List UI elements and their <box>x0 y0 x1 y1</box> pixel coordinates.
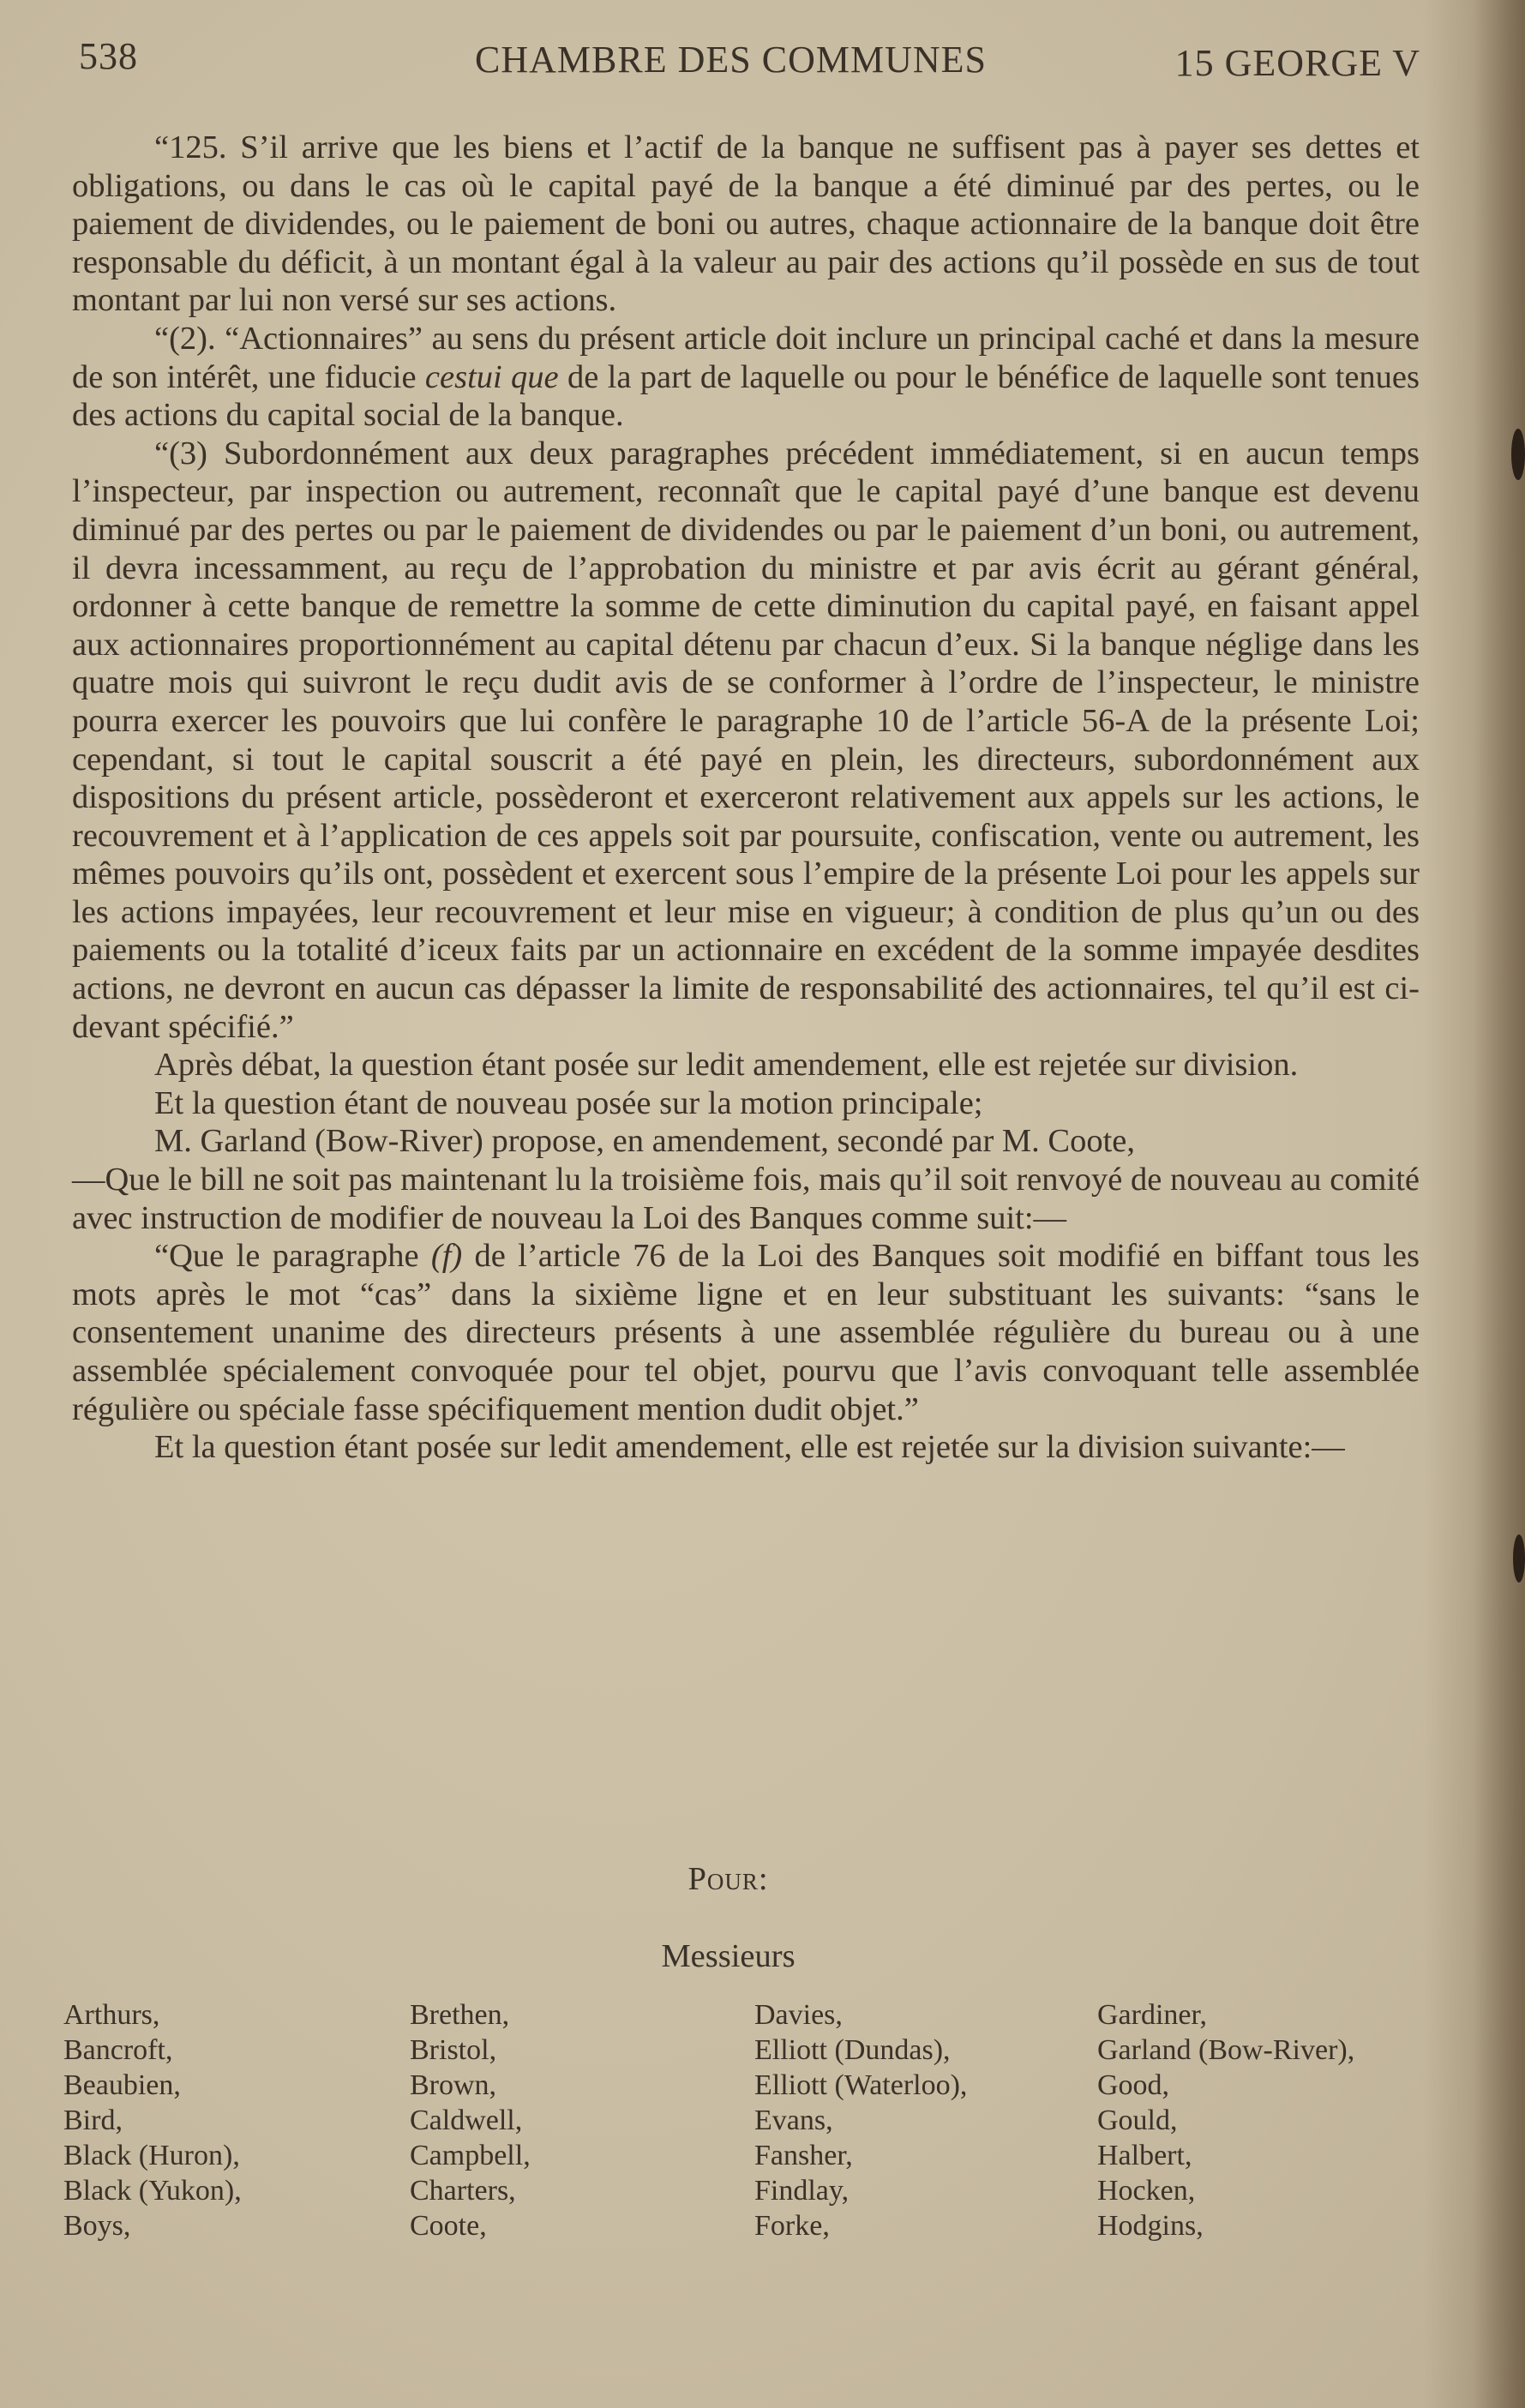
name-entry: Hocken, <box>1097 2175 1196 2207</box>
name-entry: Fansher, <box>754 2140 853 2171</box>
name-entry: Arthurs, <box>63 1999 160 2031</box>
names-column-1 <box>63 1997 242 2243</box>
name-entry: Black (Huron), <box>63 2140 240 2171</box>
para8-tail: de l’article 76 de la Loi des Banques soit modifié en biffant tous les mots après le mot “cas” dans la sixième ligne et en leur substituant les suivants: “sans le consentement unanime des directeurs présents à une assemblée régulière du bureau ou à une assemblée spécialement convoquée pour tel objet, pourvu que l’avis convoquant telle assemblée régulière ou spéciale fasse spécifiquement mention dudit objet.” <box>72 1238 1420 1427</box>
running-title: CHAMBRE DES COMMUNES <box>475 39 987 81</box>
binding-hole-mark <box>1513 1534 1525 1582</box>
paragraph-division: Et la question étant posée sur ledit amendement, elle est rejetée sur la division suivante:— <box>154 1429 1345 1466</box>
paragraph-section-125: “125. S’il arrive que les biens et l’actif de la banque ne suffisent pas à payer ses dettes et obligations, ou dans le cas où le capital payé de la banque a été diminué par des pertes, ou le paiement de dividendes, ou le paiement de boni ou autres, chaque actionnaire de la banque doit être responsable du déficit, à un montant égal à la valeur au pair des actions qu’il possède en sus de tout montant par lui non versé sur ses actions. <box>72 129 1420 319</box>
name-entry: Brethen, <box>410 1999 510 2031</box>
name-entry: Gardiner, <box>1097 1999 1207 2031</box>
name-entry: Findlay, <box>754 2175 850 2207</box>
name-entry: Elliott (Waterloo), <box>754 2069 968 2101</box>
para2-tail: de la part de laquelle ou pour le bénéfice de laquelle sont tenues des actions du capital social de la banque. <box>72 358 1420 434</box>
paragraph-amendment-text: —Que le bill ne soit pas maintenant lu la troisième fois, mais qu’il soit renvoyé de nouveau au comité avec instruction de modifier de nouveau la Loi des Banques comme suit:— <box>72 1162 1420 1236</box>
paragraph-subsection-3: “(3) Subordonnément aux deux paragraphes précédent immédiatement, si en aucun temps l’inspecteur, par inspection ou autrement, reconnaît que le capital payé d’une banque est devenu diminué par des pertes ou par le paiement de dividendes ou par le paiement d’un boni, ou autrement, il devra incessamment, au reçu de l’approbation du ministre et par avis écrit au gérant général, ordonner à cette banque de remettre la somme de cette diminution du capital payé, en faisant appel aux actionnaires proportionnément au capital détenu par chacun d’eux. Si la banque néglige dans les quatre mois qui suivront le reçu dudit avis de se conformer à l’ordre de l’inspecteur, le ministre pourra exercer les pouvoirs que lui confère le paragraphe 10 de l’article 56-A de la présente Loi; cependant, si tout le capital souscrit a été payé en plein, les directeurs, subordonnément aux dispositions du présent article, possèderont et exerceront relativement aux appels sur les actions, le recouvrement et à l’application de ces appels soit par poursuite, confiscation, vente ou autrement, les mêmes pouvoirs qu’ils ont, possèdent et exercent sous l’empire de la présente Loi pour les appels sur les actions impayées, leur recouvrement et leur mise en vigueur; à condition de plus qu’un ou des paiements ou la totalité d’iceux faits par un actionnaire en excédent de la somme impayée desdites actions, ne devront en aucun cas dépasser la limite de responsabilité des actionnaires, tel qu’il est ci-devant spécifié.” <box>72 435 1420 1045</box>
name-entry: Forke, <box>754 2210 830 2242</box>
name-entry: Bird, <box>63 2105 123 2136</box>
name-entry: Coote, <box>410 2210 487 2242</box>
name-entry: Bristol, <box>410 2034 497 2066</box>
name-entry: Davies, <box>754 1999 843 2031</box>
names-column-3 <box>754 1997 967 2243</box>
name-entry: Campbell, <box>410 2140 531 2171</box>
name-entry: Evans, <box>754 2105 833 2136</box>
binding-hole-mark <box>1511 429 1525 480</box>
vote-heading: Pour: <box>687 1861 769 1897</box>
name-entry: Halbert, <box>1097 2140 1192 2171</box>
para2-italic-term: cestui que <box>424 358 559 395</box>
name-entry: Good, <box>1097 2069 1170 2101</box>
paragraph-main-motion: Et la question étant de nouveau posée sur la motion principale; <box>154 1084 983 1121</box>
vote-subheading: Messieurs <box>661 1938 796 1974</box>
name-entry: Caldwell, <box>410 2105 523 2136</box>
para2-text: “(2). “Actionnaires” au sens du présent article doit inclure un principal caché et dans la mesure de son intérêt, une fiducie <box>72 320 1420 395</box>
paragraph-debate-result: Après débat, la question étant posée sur ledit amendement, elle est rejetée sur division. <box>154 1047 1299 1084</box>
paragraph-subsection-2 <box>72 320 1420 435</box>
name-entry: Beaubien, <box>63 2069 181 2101</box>
page-number: 538 <box>79 35 138 77</box>
page-edge-shadow <box>1474 0 1525 2408</box>
name-entry: Charters, <box>410 2175 516 2207</box>
name-entry: Black (Yukon), <box>63 2175 242 2207</box>
name-entry: Hodgins, <box>1097 2210 1204 2242</box>
name-entry: Bancroft, <box>63 2034 173 2066</box>
name-entry: Boys, <box>63 2210 131 2242</box>
names-column-2 <box>410 1997 531 2243</box>
names-column-4 <box>1097 1997 1354 2243</box>
para8-text: “Que le paragraphe <box>154 1238 419 1275</box>
page-header <box>79 34 1420 86</box>
para8-italic-ref: (f) <box>430 1238 463 1275</box>
name-entry: Elliott (Dundas), <box>754 2034 951 2066</box>
name-entry: Gould, <box>1097 2105 1178 2136</box>
reign-label: 15 GEORGE V <box>1174 42 1420 84</box>
paragraph-amendment-proposal: M. Garland (Bow-River) propose, en amendement, secondé par M. Coote, <box>154 1123 1135 1160</box>
body-text <box>72 129 1420 1467</box>
name-entry: Brown, <box>410 2069 497 2101</box>
vote-names-list <box>63 1997 1435 2255</box>
paragraph-amendment-quote <box>72 1237 1420 1428</box>
name-entry: Garland (Bow-River), <box>1097 2034 1355 2066</box>
